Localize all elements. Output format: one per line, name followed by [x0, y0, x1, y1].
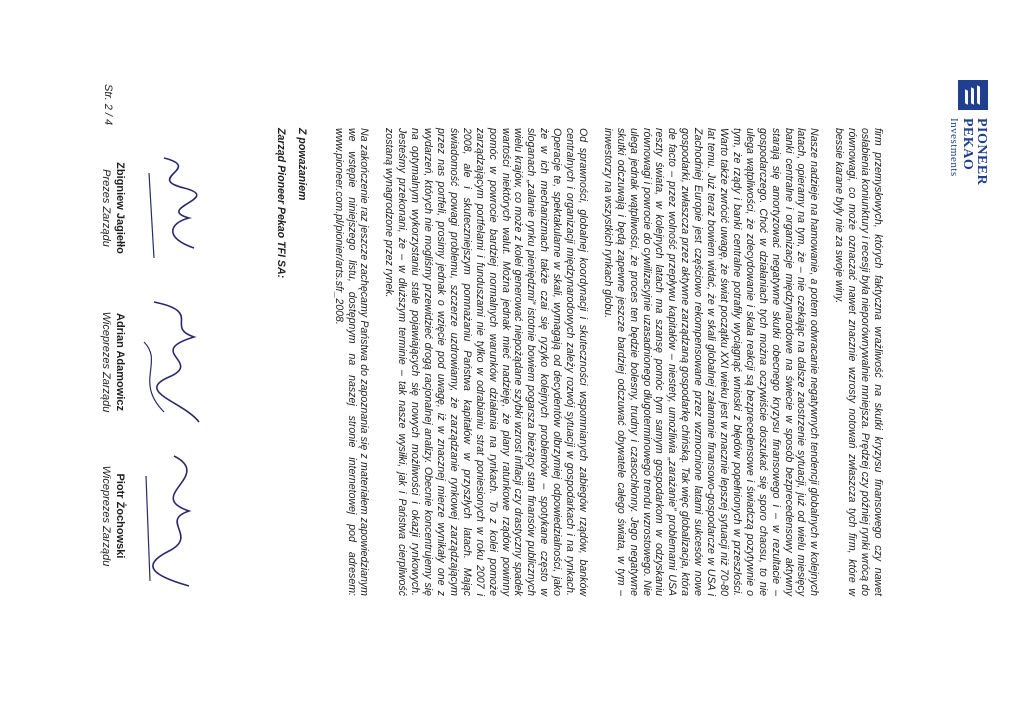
paragraph-2: Nasze nadzieje na hamowanie, a potem odwracanie negatywnych tendencji globalnych w kolejnych latach, opieramy na tym, że – nie czekając na dalsze zaostrzenie sytuacji, już od wielu miesięcy banki centralne i organizacje międzynarodowe na świecie w sposób bezprecedensowy aktywny starają się amortyzować negatywne skutki obecnego kryzysu finansowego i – w rezultacie – gospodarczego. Choć w działaniach tych można oczywiście doszukać się sporo chaosu, to nie ulega wątpliwości, że zdecydowanie i skala reakcji są bezprecedensowe i świadczą pozytywnie o tym, że rządy i banki centralne potrafiły wyciągnąć wnioski z błędów popełnionych w przeszłości. Warto także zwrócić uwagę, że świat początku XXI wieku jest w znacznie lepszej sytuacji niż 70-80 lat temu. Już teraz bowiem widać, że w skali globalnej załamanie finansowo-gospodarcze w USA i Zachodniej Europie jest częściowo rekompensowane przez wzmocnione latami sukcesów nowe gospodarki, zwłaszcza przez aktywne zarządzaną gospodarkę chińską. Tak więc globalizacja, która de facto – przez wolność przepływu kapitałów – niestety, umożliwia „zarażanie” problemami USA reszty świata, w kolejnych latach ma szansę pomóc tym samym gospodarkom w odzyskaniu równowagi i powrocie do cywilizacyjnie uzasadnionego długoterminowego trendu wzrostowego. Nie ulega jednak wątpliwości, że proces ten będzie bolesny, trudny i czasochłonny. Jego negatywne skutki odczuwają i będą zapewne jeszcze bardziej odczuwać obywatele całego świata, w tym – inwestorzy na wszystkich rynkach globu.	[601, 128, 821, 596]
paragraph-3: Od sprawności, globalnej koordynacji i skuteczności wspomnianych zabiegów rządów, banków centralnych i organizacji międzynarodowych zależy rozwój sytuacji w gospodarkach i na rynkach. Operacje te, spektakularne w skali, wymagają od decydentów olbrzymiej odpowiedzialności, jako że w ich mechanizmach także czai się ryzyko kolejnych problemów – spotykane często w sloganach „zalanie rynku pieniędzmi” istotnie bowiem pogarsza bieżący stan finansów publicznych wielu krajów, co może z kolei generować niepożądane szybki wzrost inflacji czy drastyczny spadek wartości niektórych walut. Można jednak mieć nadzieję, że plany ratunkowe rządów powinny pomóc w powrocie bardziej normalnych warunków działania na rynkach. To z kolei pomoże zarządzającym portfelami i funduszami nie tylko w odrabianiu strat poniesionych w roku 2007 i 2008, ale i skuteczniejszym pomnażaniu Państwa kapitałów w przyszłych latach. Mając świadomość powagi problemu, szczerze uzdrowiamy, że zarządzanie rynkowej zarządzającym przez nas portfeli, prosimy jednak o wzięcie pod uwagę, iż w znacznej mierze wynikały one z wydarzeń, których nie mogliśmy przewidzieć drogą racjonalnej analizy. Obecnie koncentrujemy się na optymalnym wykorzystaniu stale pojawiających się nowych możliwości i okazji rynkowych. Jesteśmy przekonani, że – w dłuższym terminie – tak nasze wysiłki, jak i Państwa cierpliwość zostaną wynagrodzone przez rynek.	[383, 128, 589, 596]
signatory-name-3: Piotr Żochowski	[114, 473, 126, 559]
closing-block	[266, 128, 308, 596]
signatures-block	[74, 128, 224, 596]
closing-org: Zarząd Pioneer Pekao TFI SA:	[275, 128, 288, 279]
logo-mark-icon	[958, 80, 988, 110]
closing-greeting: Z poważaniem	[296, 128, 308, 201]
handwritten-signature-2	[124, 282, 224, 442]
signatory-role-3: Wiceprezes Zarządu	[100, 465, 112, 567]
page-number: Str. 2 / 4	[102, 84, 114, 126]
signatory-name-2: Adrian Adamowicz	[114, 313, 126, 411]
logo-text	[947, 118, 988, 185]
signature-3	[74, 436, 224, 596]
logo-line-1: PIONEER	[974, 118, 989, 186]
letter-body	[320, 128, 884, 596]
paragraph-1: firm przemysłowych, których faktyczna wrażliwość na skutki kryzysu finansowego czy nawet osłabienia koniunktury i recesji była nieporównywalnie mniejsza. Prędzej czy później rynki wrócą do równowagi, co może oznaczać nawet znacznie wzrosty notowań zwłaszcza tych firm, które w bessie karane były nie za swoje winy.	[833, 128, 884, 596]
signatory-role-2: Wiceprezes Zarządu	[100, 311, 112, 413]
paragraph-4: Na zakończenie raz jeszcze zachęcamy Państwa do zapoznania się z materiałem zapowiedzianym we wstępie niniejszego listu, dostępnym na naszej stronie internetowej pod adresem: www.pioneer.com.pl/pionier/arts.sfr_2008.	[332, 128, 371, 596]
signatory-role-1: Prezes Zarządu	[100, 169, 112, 247]
company-logo	[947, 80, 988, 185]
handwritten-signature-3	[124, 436, 224, 596]
signatory-name-1: Zbigniew Jagiełło	[114, 162, 126, 254]
signature-1	[74, 128, 224, 288]
signature-2	[74, 282, 224, 442]
handwritten-signature-1	[124, 128, 224, 288]
logo-line-3: Investments	[948, 118, 960, 177]
logo-line-2: PEKAO	[960, 118, 975, 171]
